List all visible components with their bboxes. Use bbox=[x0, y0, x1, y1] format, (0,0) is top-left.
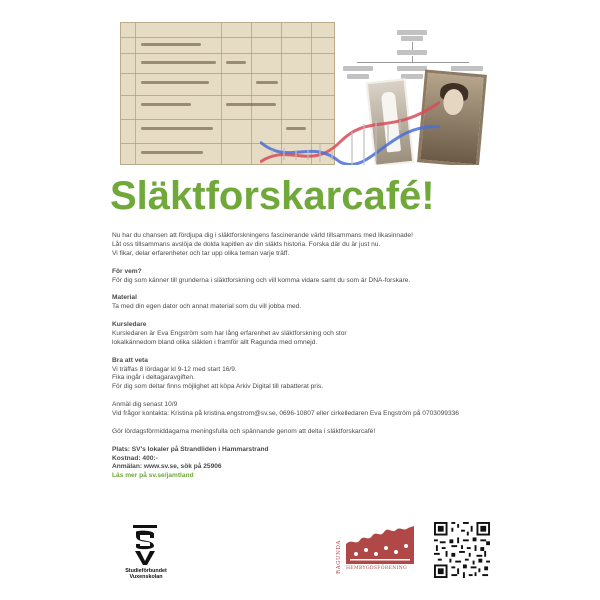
ragunda-hembygdsforening-logo bbox=[336, 522, 416, 578]
page-title: Släktforskarcafé! bbox=[110, 174, 435, 218]
material-heading: Material bbox=[112, 294, 137, 302]
dna-helix-graphic bbox=[260, 82, 440, 165]
intro-line: Låt oss tillsammans avslöja de dolda kapitlen av din släkts historia. Forska där du är just nu. bbox=[112, 240, 381, 248]
read-more-link[interactable]: Läs mer på sv.se/jamtland bbox=[112, 472, 194, 480]
bra-att-veta-text: Fika ingår i deltagaravgiften. bbox=[112, 374, 195, 382]
contact-info: Vid frågor kontakta: Kristina på kristina.engstrom@sv.se, 0696-10807 eller cirkelledaren Eva Engström på 0703099336 bbox=[112, 410, 459, 418]
studieforbundet-vuxenskolan-logo bbox=[116, 524, 176, 584]
for-vem-heading: För vem? bbox=[112, 267, 142, 275]
intro-line: Vi fikar, delar erfarenheter och tar upp olika teman varje träff. bbox=[112, 249, 290, 257]
closing-text: Gör lördagsförmiddagarna meningsfulla och spännande genom att delta i släktforskarcafé! bbox=[112, 427, 376, 435]
kursledare-heading: Kursledare bbox=[112, 321, 147, 329]
intro-line: Nu har du chansen att fördjupa dig i släktforskningens fascinerande värld tillsammans med likasinnade! bbox=[112, 232, 413, 239]
header-collage-image bbox=[120, 22, 492, 165]
registration-info: Anmälan: www.sv.se, sök på 25906 bbox=[112, 463, 222, 471]
registration-deadline: Anmäl dig senast 10/9 bbox=[112, 401, 178, 409]
bra-att-veta-text: Vi träffas 8 lördagar kl 9-12 med start 16/9. bbox=[112, 365, 237, 373]
location-info: Plats: SV's lokaler på Strandliden i Hammarstrand bbox=[112, 445, 269, 453]
hembygd-pattern-icon bbox=[346, 524, 414, 564]
kursledare-text: lokalkännedom bland olika släkten i framför allt Ragunda med omnejd. bbox=[112, 338, 318, 346]
qr-code-image[interactable] bbox=[434, 522, 490, 578]
for-vem-text: För dig som känner till grunderna i släktforskning och vill komma vidare samt du som är DNA-forskare. bbox=[112, 276, 411, 284]
kursledare-text: Kursledaren är Eva Engström som har lång erfarenhet av släktforskning och stor bbox=[112, 329, 347, 337]
material-text: Ta med din egen dator och annat material som du vill jobba med. bbox=[112, 303, 302, 311]
sv-logo-mark-icon bbox=[132, 524, 158, 566]
bra-att-veta-text: För dig som deltar finns möjlighet att köpa Arkiv Digital till rabatterat pris. bbox=[112, 383, 324, 391]
hembygd-logo-name: HEMBYGDSFÖRENING bbox=[346, 566, 407, 571]
sv-logo-line1: Studieförbundet bbox=[125, 568, 167, 574]
hembygd-logo-vertical-text: RAGUNDA bbox=[336, 540, 342, 574]
flyer-body bbox=[112, 232, 492, 481]
sv-logo-line2: Vuxenskolan bbox=[129, 574, 163, 581]
cost-info: Kostnad: 400:- bbox=[112, 454, 158, 462]
bra-att-veta-heading: Bra att veta bbox=[112, 356, 148, 364]
